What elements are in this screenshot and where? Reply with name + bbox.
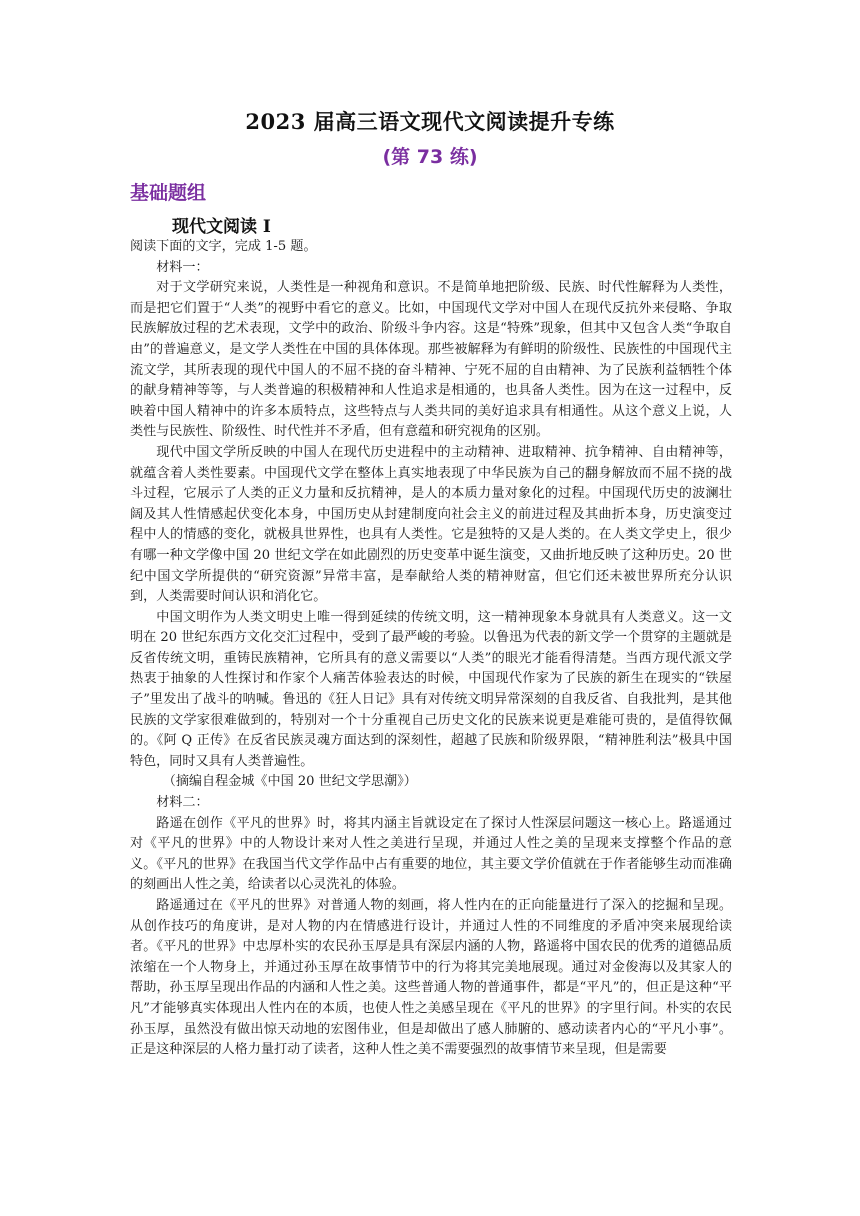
material-one-label: 材料一： [156, 259, 209, 275]
reading-passage [130, 237, 732, 1061]
exercise-number: (第 73 练) [382, 146, 478, 168]
material-one-paragraph: 对于文学研究来说，人类性是一种视角和意识。不是简单地把阶级、民族、时代性解释为人类性，而是把它们置于“人类”的视野中看它的意义。比如，中国现代文学对中国人在现代反抗外来侵略、争取民族解放过程的艺术表现，文学中的政治、阶级斗争内容。这是“特殊”现象，但其中又包含人类“争取自由”的普遍意义，是文学人类性在中国的具体体现。那些被解释为有鲜明的阶级性、民族性的中国现代主流文学，其所表现的现代中国人的不屈不挠的奋斗精神、宁死不屈的自由精神、为了民族利益牺牲个体的献身精神等等，与人类普遍的积极精神和人性追求是相通的，也具备人类性。因为在这一过程中，反映着中国人精神中的许多本质特点，这些特点与人类共同的美好追求具有相通性。从这个意义上说，人类性与民族性、阶级性、时代性并不矛盾，但有意蕴和研究视角的区别。 [130, 280, 732, 440]
instruction-text: 阅读下面的文字，完成 1-5 题。 [130, 239, 317, 254]
document-title: 2023 届高三语文现代文阅读提升专练 [245, 109, 615, 134]
reading-section-heading: 现代文阅读 I [172, 217, 271, 237]
material-one-paragraph: 中国文明作为人类文明史上唯一得到延续的传统文明，这一精神现象本身就具有人类意义。这一文明在 20 世纪东西方文化交汇过程中，受到了最严峻的考验。以鲁迅为代表的新文学一个贯穿的主题就是反省传统文明，重铸民族精神，它所具有的意义需要以“人类”的眼光才能看得清楚。当西方现代派文学热衷于抽象的人性探讨和作家个人痛苦体验表达的时候，中国现代作家为了民族的新生在现实的“铁屋子”里发出了战斗的呐喊。鲁迅的《狂人日记》具有对传统文明异常深刻的自我反省、自我批判，是其他民族的文学家很难做到的，特别对一个十分重视自己历史文化的民族来说更是难能可贵的，是值得钦佩的。《阿 Q 正传》在反省民族灵魂方面达到的深刻性，超越了民族和阶级界限，“精神胜利法”极具中国特色，同时又具有人类普遍性。 [130, 609, 732, 769]
material-two-paragraph: 路遥通过在《平凡的世界》对普通人物的刻画，将人性内在的正向能量进行了深入的挖掘和呈现。从创作技巧的角度讲，是对人物的内在情感进行设计，并通过人性的不同维度的矛盾冲突来展现给读者。《平凡的世界》中忠厚朴实的农民孙玉厚是具有深层内涵的人物，路遥将中国农民的优秀的道德品质浓缩在一个人物身上，并通过孙玉厚在故事情节中的行为将其完美地展现。通过对金俊海以及其家人的帮助，孙玉厚呈现出作品的内涵和人性之美。这些普通人物的普通事件，都是“平凡”的，但正是这种“平凡”才能够真实体现出人性内在的本质，也使人性之美感呈现在《平凡的世界》的字里行间。朴实的农民孙玉厚，虽然没有做出惊天动地的宏图伟业，但是却做出了感人肺腑的、感动读者内心的“平凡小事”。正是这种深层的人格力量打动了读者，这种人性之美不需要强烈的故事情节来呈现，但是需要 [130, 898, 732, 1058]
material-one-paragraph: 现代中国文学所反映的中国人在现代历史进程中的主动精神、进取精神、抗争精神、自由精神等，就蕴含着人类性要素。中国现代文学在整体上真实地表现了中华民族为自己的翻身解放而不屈不挠的战斗过程，它展示了人类的正义力量和反抗精神，是人的本质力量对象化的过程。中国现代历史的波澜壮阔及其人性情感起伏变化本身，中国历史从封建制度向社会主义的前进过程及其曲折本身，历史演变过程中人的情感的变化，就极具世界性，也具有人类性。它是独特的又是人类的。在人类文学史上，很少有哪一种文学像中国 20 世纪文学在如此剧烈的历史变革中诞生演变，又曲折地反映了这种历史。20 世纪中国文学所提供的“研究资源”异常丰富，是奉献给人类的精神财富，但它们还未被世界所充分认识到，人类需要时间认识和消化它。 [130, 444, 732, 605]
material-two-paragraph: 路遥在创作《平凡的世界》时，将其内涵主旨就设定在了探讨人性深层问题这一核心上。路遥通过对《平凡的世界》中的人物设计来对人性之美进行呈现，并通过人性之美的呈现来支撑整个作品的意义。《平凡的世界》在我国当代文学作品中占有重要的地位，其主要文学价值就在于作者能够生动而准确的刻画出人性之美，给读者以心灵洗礼的体验。 [130, 815, 732, 893]
material-two-label: 材料二： [156, 795, 209, 811]
group-heading: 基础题组 [130, 182, 207, 204]
material-one-source: （摘编自程金城《中国 20 世纪文学思潮》） [162, 774, 417, 790]
